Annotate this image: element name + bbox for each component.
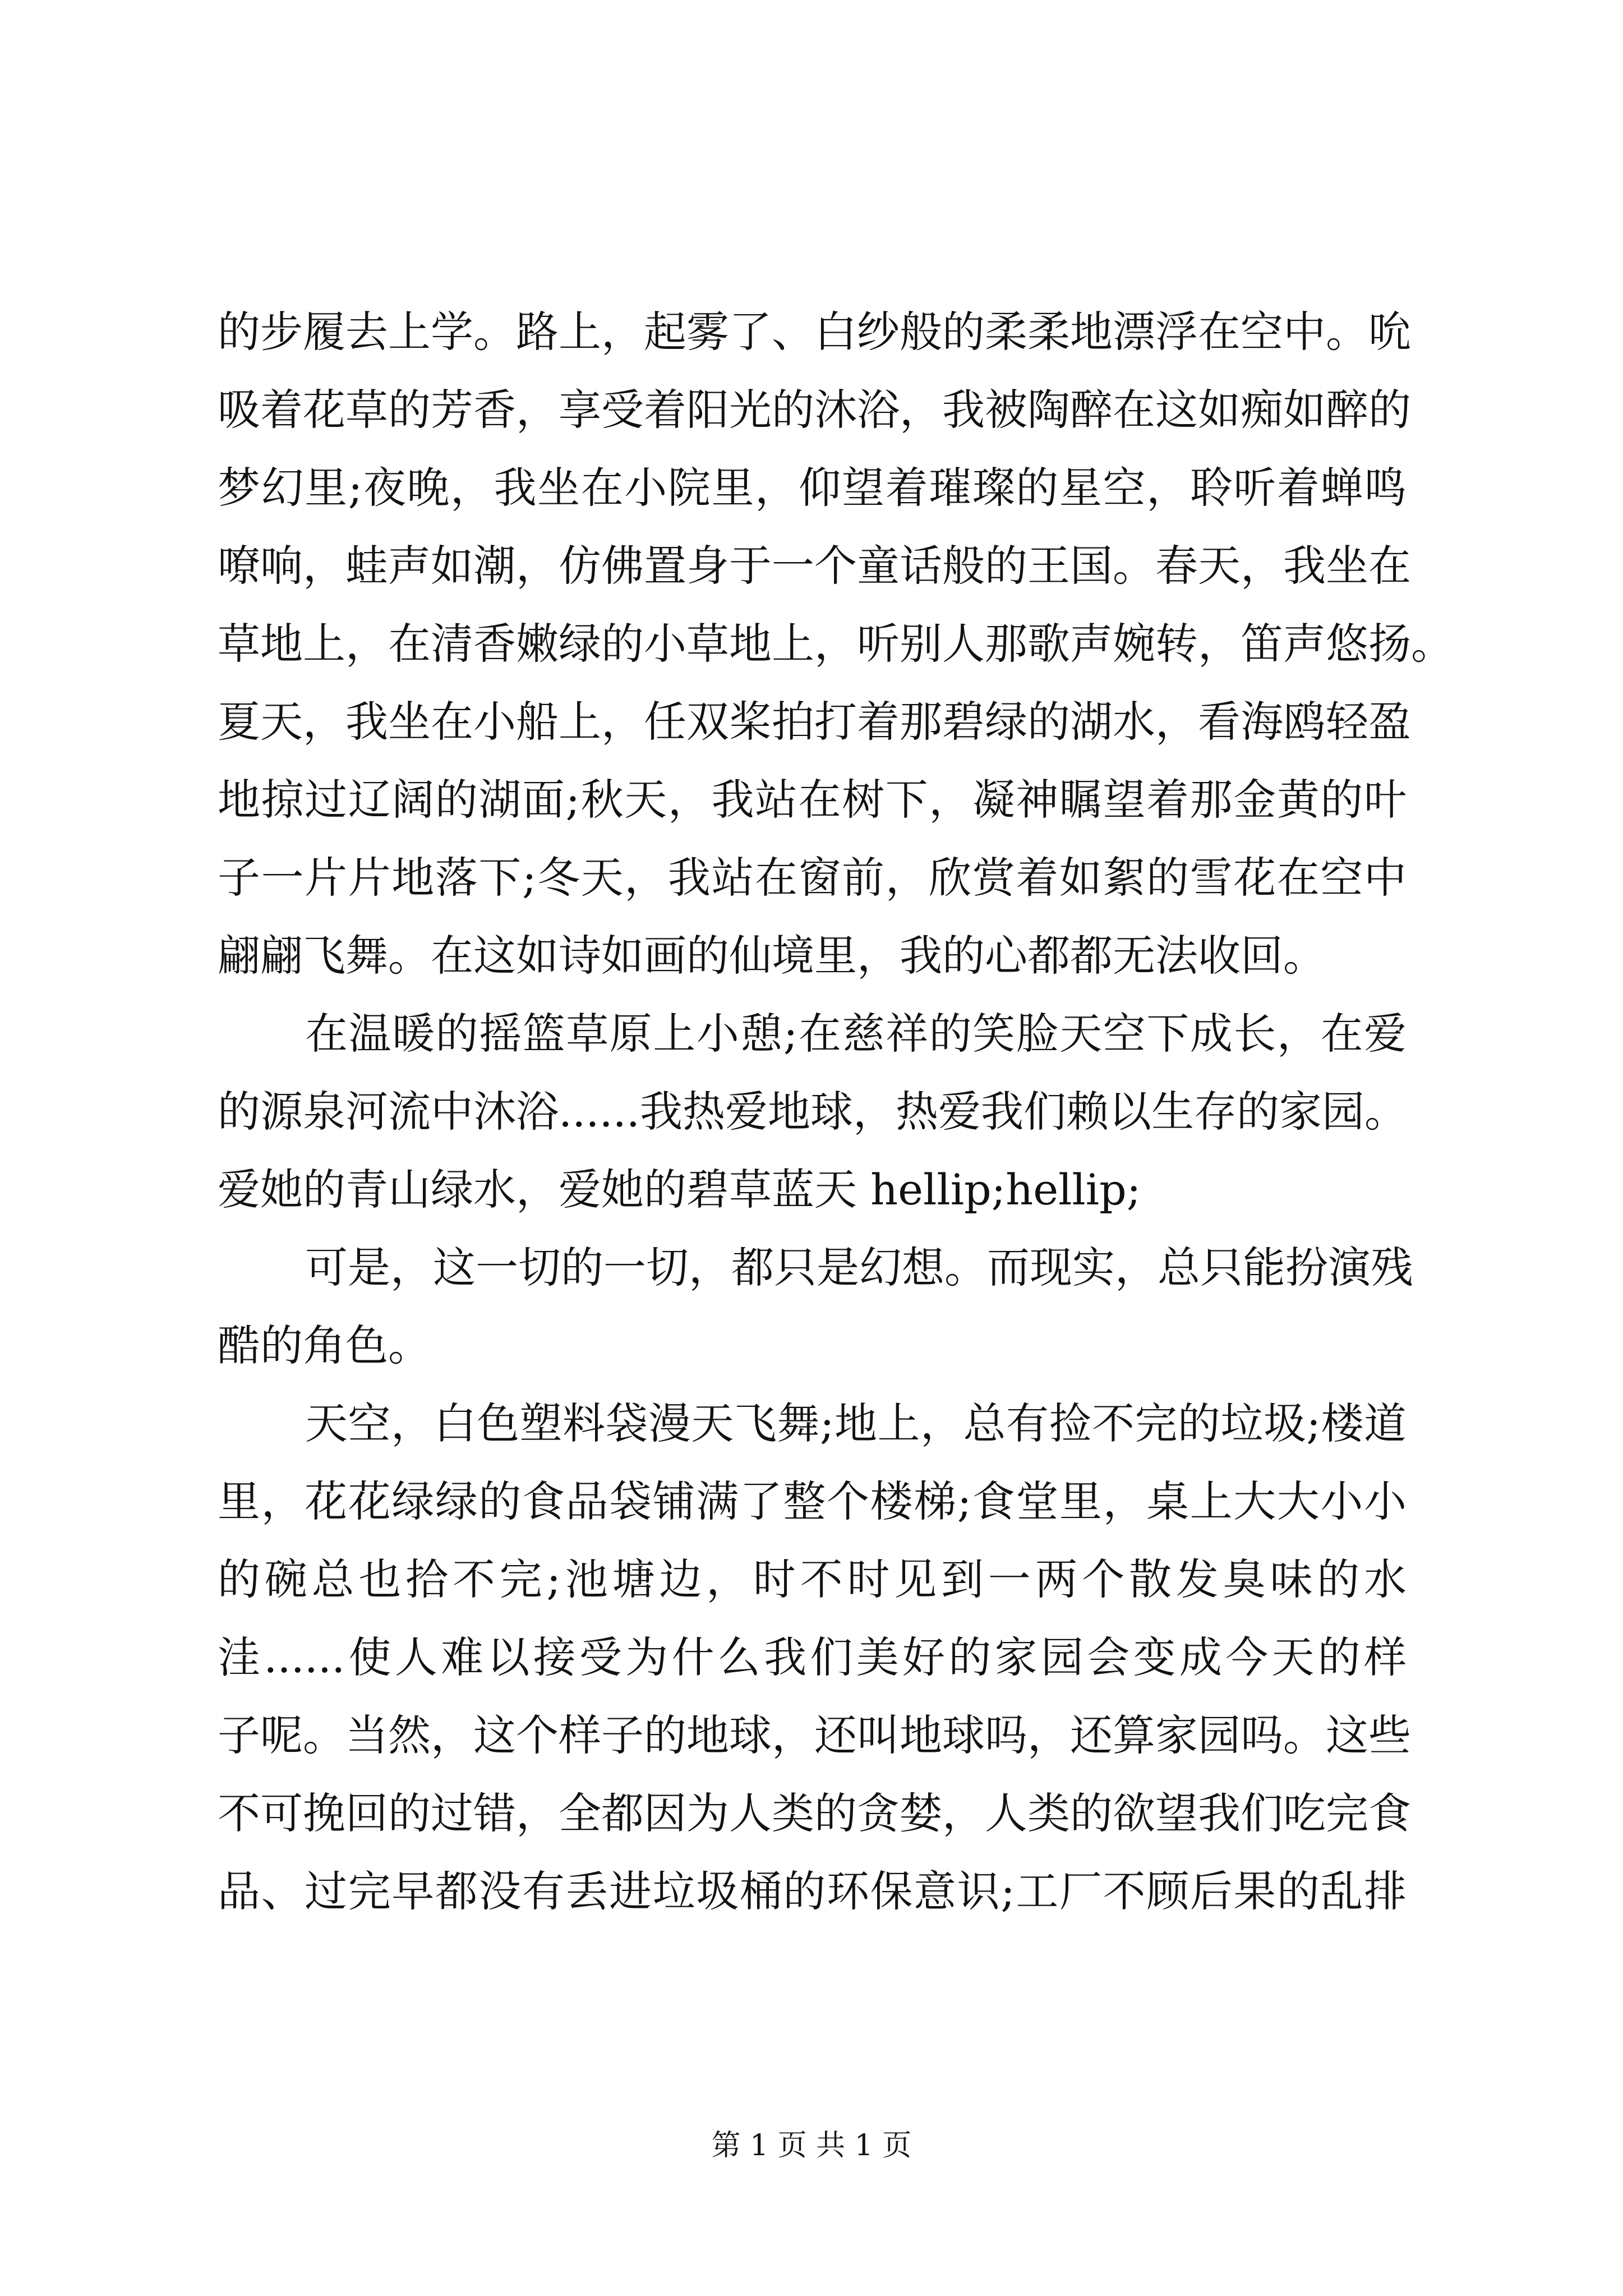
text-line: 酷的角色。 [218, 1320, 431, 1370]
text-line: 爱她的青山绿水，爱她的碧草蓝天 hellip;hellip; [218, 1165, 1141, 1214]
text-line: 洼......使人难以接受为什么我们美好的家园会变成今天的样 [218, 1632, 1407, 1682]
text-line: 的源泉河流中沐浴......我热爱地球，热爱我们赖以生存的家园。 [218, 1087, 1407, 1137]
body-text [218, 293, 1454, 1930]
text-line: 在温暖的摇篮草原上小憩;在慈祥的笑脸天空下成长，在爱 [305, 1009, 1407, 1059]
text-line: 翩翩飞舞。在这如诗如画的仙境里，我的心都都无法收回。 [218, 931, 1326, 981]
text-line: 吸着花草的芳香，享受着阳光的沐浴，我被陶醉在这如痴如醉的 [218, 385, 1411, 435]
text-line: 嘹响，蛙声如潮，仿佛置身于一个童话般的王国。春天，我坐在 [218, 541, 1411, 591]
text-line: 梦幻里;夜晚，我坐在小院里，仰望着璀璨的星空，聆听着蝉鸣 [218, 463, 1407, 513]
text-line: 可是，这一切的一切，都只是幻想。而现实，总只能扮演残 [305, 1243, 1413, 1292]
text-line: 天空，白色塑料袋漫天飞舞;地上，总有捡不完的垃圾;楼道 [305, 1398, 1407, 1448]
page-footer [0, 2126, 1623, 2165]
text-line: 的步履去上学。路上，起雾了、白纱般的柔柔地漂浮在空中。吮 [218, 307, 1411, 357]
text-line: 子呢。当然，这个样子的地球，还叫地球吗，还算家园吗。这些 [218, 1710, 1411, 1760]
text-line: 草地上，在清香嫩绿的小草地上，听别人那歌声婉转，笛声悠扬。 [218, 619, 1454, 669]
text-line: 夏天，我坐在小船上，任双桨拍打着那碧绿的湖水，看海鸥轻盈 [218, 697, 1411, 747]
text-line: 里，花花绿绿的食品袋铺满了整个楼梯;食堂里，桌上大大小小 [218, 1476, 1407, 1526]
text-line: 子一片片地落下;冬天，我站在窗前，欣赏着如絮的雪花在空中 [218, 853, 1407, 903]
text-line: 品、过完早都没有丢进垃圾桶的环保意识;工厂不顾后果的乱排 [218, 1866, 1407, 1916]
text-line: 的碗总也拾不完;池塘边，时不时见到一两个散发臭味的水 [218, 1554, 1407, 1604]
page-number-label: 第 1 页 共 1 页 [711, 2129, 912, 2162]
text-line: 不可挽回的过错，全都因为人类的贪婪，人类的欲望我们吃完食 [218, 1788, 1411, 1838]
text-line: 地掠过辽阔的湖面;秋天，我站在树下，凝神瞩望着那金黄的叶 [218, 775, 1407, 825]
